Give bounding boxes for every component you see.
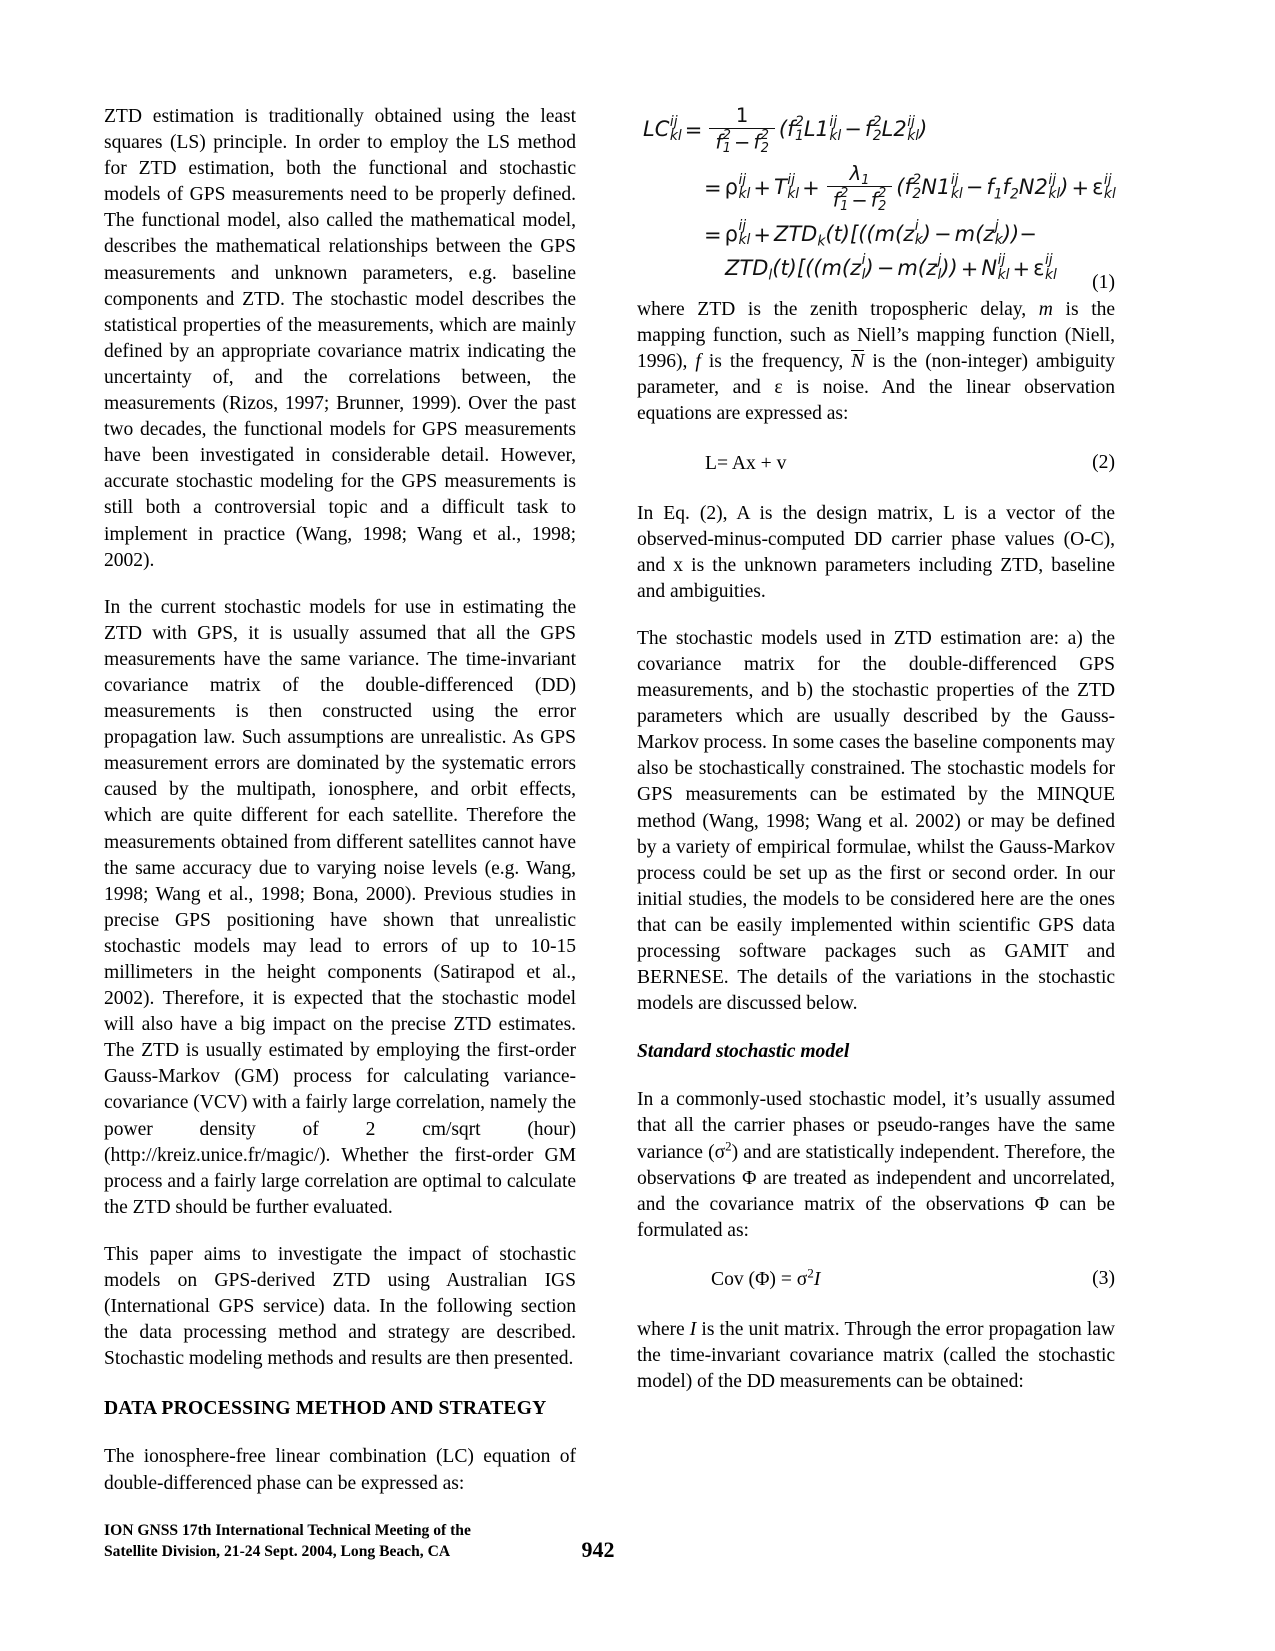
equation-2: L= Ax + v xyxy=(705,452,787,474)
where-ztd-part2: is the mapping function, such as Niell’s mapping function (Niell, 1996), xyxy=(637,299,1115,373)
standard-part1: In a commonly-used stochastic model, it’s usually assumed that all the carrier phases or pseudo-ranges have the same variance (σ xyxy=(637,1089,1115,1163)
symbol-n-bar: N xyxy=(851,351,865,373)
page-number: 942 xyxy=(581,1537,615,1562)
equation-3-number: (3) xyxy=(1092,1267,1115,1289)
footer-conference-info xyxy=(104,1520,534,1562)
eq1-epsilon-term: ε ij kl xyxy=(1092,171,1116,203)
footer-line-1: ION GNSS 17th International Technical Meeting of the xyxy=(104,1522,471,1539)
equation-1-line-1 xyxy=(637,104,1115,156)
section-heading-data-processing: DATA PROCESSING METHOD AND STRATEGY xyxy=(104,1398,547,1420)
eq1-N-term: N ij kl xyxy=(981,252,1010,283)
eq1-ztd-k-term: $ZTD_k(t)[((m(z$ i k ) − m(z j k ))− xyxy=(773,218,1037,249)
paragraph-stochastic-models-used: The stochastic models used in ZTD estimation are: a) the covariance matrix for the double-differenced GPS measurements, and b) the stochastic properties of the ZTD parameters which are usually described by the Gauss-Markov process. In some cases the baseline components may also be stochastically constrained. The stochastic models for GPS measurements can be estimated by the MINQUE method (Wang, 1998; Wang et al. 2002) or may be defined by a variety of empirical formulae, whilst the Gauss-Markov process could be set up as the first or second order. In our initial studies, the models to be considered here are the ones that can be easily implemented within scientific GPS data processing software packages such as GAMIT and BERNESE. The details of the variations in the stochastic models are discussed below. xyxy=(637,627,1115,1015)
paragraph-where-ztd xyxy=(637,297,1115,427)
paragraph-ztd-estimation: ZTD estimation is traditionally obtained using the least squares (LS) principle. In order to employ the LS method for ZTD estimation, both the functional and stochastic models of GPS measurements need to be properly defined. The functional model, also called the mathematical model, describes the mathematical relationships between the GPS measurements and unknown parameters, e.g. baseline components and ZTD. The stochastic model describes the statistical properties of the measurements, which are mainly defined by an appropriate covariance matrix indicating the uncertainty of, and the correlations between, the measurements (Rizos, 1997; Brunner, 1999). Over the past two decades, the functional models for GPS measurements have been investigated in considerable detail. However, accurate stochastic modeling for the GPS measurements is still both a controversial topic and a difficult task to implement in practice (Wang, 1998; Wang et al., 1998; 2002). xyxy=(104,106,576,571)
standard-part2: ) and are statistically independent. Therefore, the observations Φ are treated as independent and uncorrelated, and the covariance matrix of the observations Φ can be formulated as: xyxy=(637,1141,1115,1241)
eq1-rhs-terms: (f 2 1 L1 ij kl − f 2 2 L2 ij kl ) xyxy=(778,113,928,144)
eq1-ztd-l-term: $ZTD_l(t)[((m(z$ i l ) − m(z j l )) xyxy=(725,252,958,284)
equation-1-line-2: = ρ ij kl + T ij kl + $\lambda_1$ f 2 1 − f 2 2 (f 2 2 N1 ij kl − $f_1f_2N2$ ij kl ) + ε ij kl xyxy=(704,162,1116,215)
eq1-epsilon-term-2: ε ij kl xyxy=(1033,252,1057,283)
eq1-lhs: LC ij kl xyxy=(643,113,682,144)
eq1-lambda-numerator: $\lambda_1$ xyxy=(849,162,870,189)
eq1-rho-term-2: ρ ij kl xyxy=(724,218,751,249)
eq3-sigma-exponent: 2 xyxy=(807,1265,814,1281)
equation-1-line-3: = ρ ij kl + $ZTD_k(t)[((m(z$ i k ) − m(z j k ))− xyxy=(704,218,1037,249)
paragraph-in-eq-2: In Eq. (2), A is the design matrix, L is a vector of the observed-minus-computed DD carrier phase values (O-C), and x is the unknown parameters including ZTD, baseline and ambiguities. xyxy=(637,502,1115,602)
sigma-squared-exponent: 2 xyxy=(725,1137,732,1153)
where-ztd-part4: is the (non-integer) ambiguity parameter, and ε is noise. And the linear observation equations are expressed as: xyxy=(637,351,1115,425)
equation-2-row xyxy=(637,449,1115,479)
equation-3 xyxy=(637,1265,1115,1295)
paragraph-ionosphere-free: The ionosphere-free linear combination (LC) equation of double-differenced phase can be expressed as: xyxy=(104,1446,576,1494)
eq1-equals: = xyxy=(684,118,703,143)
where-ztd-part1: where ZTD is the zenith tropospheric delay, xyxy=(637,299,1039,321)
paragraph-current-stochastic-models: In the current stochastic models for use in estimating the ZTD with GPS, it is usually assumed that all the GPS measurements have the same variance. The time-invariant covariance matrix of the double-differenced (DD) measurements is then constructed using the error propagation law. Such assumptions are unrealistic. As GPS measurement errors are dominated by the systematic errors caused by the multipath, ionosphere, and orbit effects, which are quite different for each satellite. Therefore the measurements obtained from different satellites cannot have the same accuracy due to varying noise levels (e.g. Wang, 1998; Wang et al., 1998; Bona, 2000). Previous studies in precise GPS positioning have shown that unrealistic stochastic models may lead to errors of up to 10-15 millimeters in the height components (Satirapod et al., 2002). Therefore, it is expected that the stochastic model will also have a big impact on the precise ZTD estimates. The ZTD is usually estimated by employing the first-order Gauss-Markov (GM) process for calculating variance-covariance (VCV) with a fairly large correlation, namely the power density of 2 cm/sqrt (hour) (http://kreiz.unice.fr/magic/). Whether the first-order GM process and a fairly large correlation are optimal to calculate the ZTD should be further evaluated. xyxy=(104,596,576,1218)
paragraph-where-I xyxy=(637,1317,1115,1395)
paragraph-standard-stochastic xyxy=(637,1087,1115,1244)
equation-1-row xyxy=(637,104,1116,293)
symbol-I: I xyxy=(689,1318,697,1340)
eq3-cov: Cov (Φ) = σ xyxy=(711,1268,808,1290)
symbol-f: f xyxy=(695,351,701,373)
right-column xyxy=(637,104,1115,1395)
eq1-lambda-fraction xyxy=(827,162,893,214)
footer-line-2: Satellite Division, 21-24 Sept. 2004, Long Beach, CA xyxy=(104,1543,451,1560)
subsection-heading-standard-stochastic-model: Standard stochastic model xyxy=(637,1041,850,1063)
eq3-identity-matrix: I xyxy=(813,1268,821,1290)
eq1-ambiguity-terms: (f 2 2 N1 ij kl − $f_1f_2N2$ ij kl ) xyxy=(896,171,1069,203)
equation-2-number: (2) xyxy=(1092,451,1115,473)
eq1-lambda-denominator: f 2 1 − f 2 2 xyxy=(832,186,887,215)
eq1-frac-numerator: 1 xyxy=(735,104,749,127)
where-I-part1: where xyxy=(637,1318,690,1340)
equation-1 xyxy=(637,104,1115,283)
eq1-frac-denominator: f 2 1 − f 2 2 xyxy=(715,127,769,156)
eq1-rho-term: ρ ij kl xyxy=(724,171,751,203)
eq1-fraction xyxy=(709,104,775,156)
where-ztd-part3: is the frequency, xyxy=(700,351,852,373)
left-column xyxy=(104,104,576,1497)
where-I-part2: is the unit matrix. Through the error propagation law the time-invariant covariance matrix (called the stochastic model) of the DD measurements can be obtained: xyxy=(637,1318,1115,1393)
equation-1-line-4: $ZTD_l(t)[((m(z$ i l ) − m(z j l )) + N ij kl + ε ij kl xyxy=(725,252,1057,284)
paragraph-this-paper-aims: This paper aims to investigate the impact of stochastic models on GPS-derived ZTD using Australian IGS (International GPS service) data. In the following section the data processing method and strategy are described. Stochastic modeling methods and results are then presented. xyxy=(104,1243,576,1370)
eq1-T-term: T ij kl xyxy=(773,171,800,203)
equation-3-row xyxy=(637,1265,1115,1295)
equation-1-number: (1) xyxy=(1092,272,1115,293)
symbol-m: m xyxy=(1038,299,1053,321)
